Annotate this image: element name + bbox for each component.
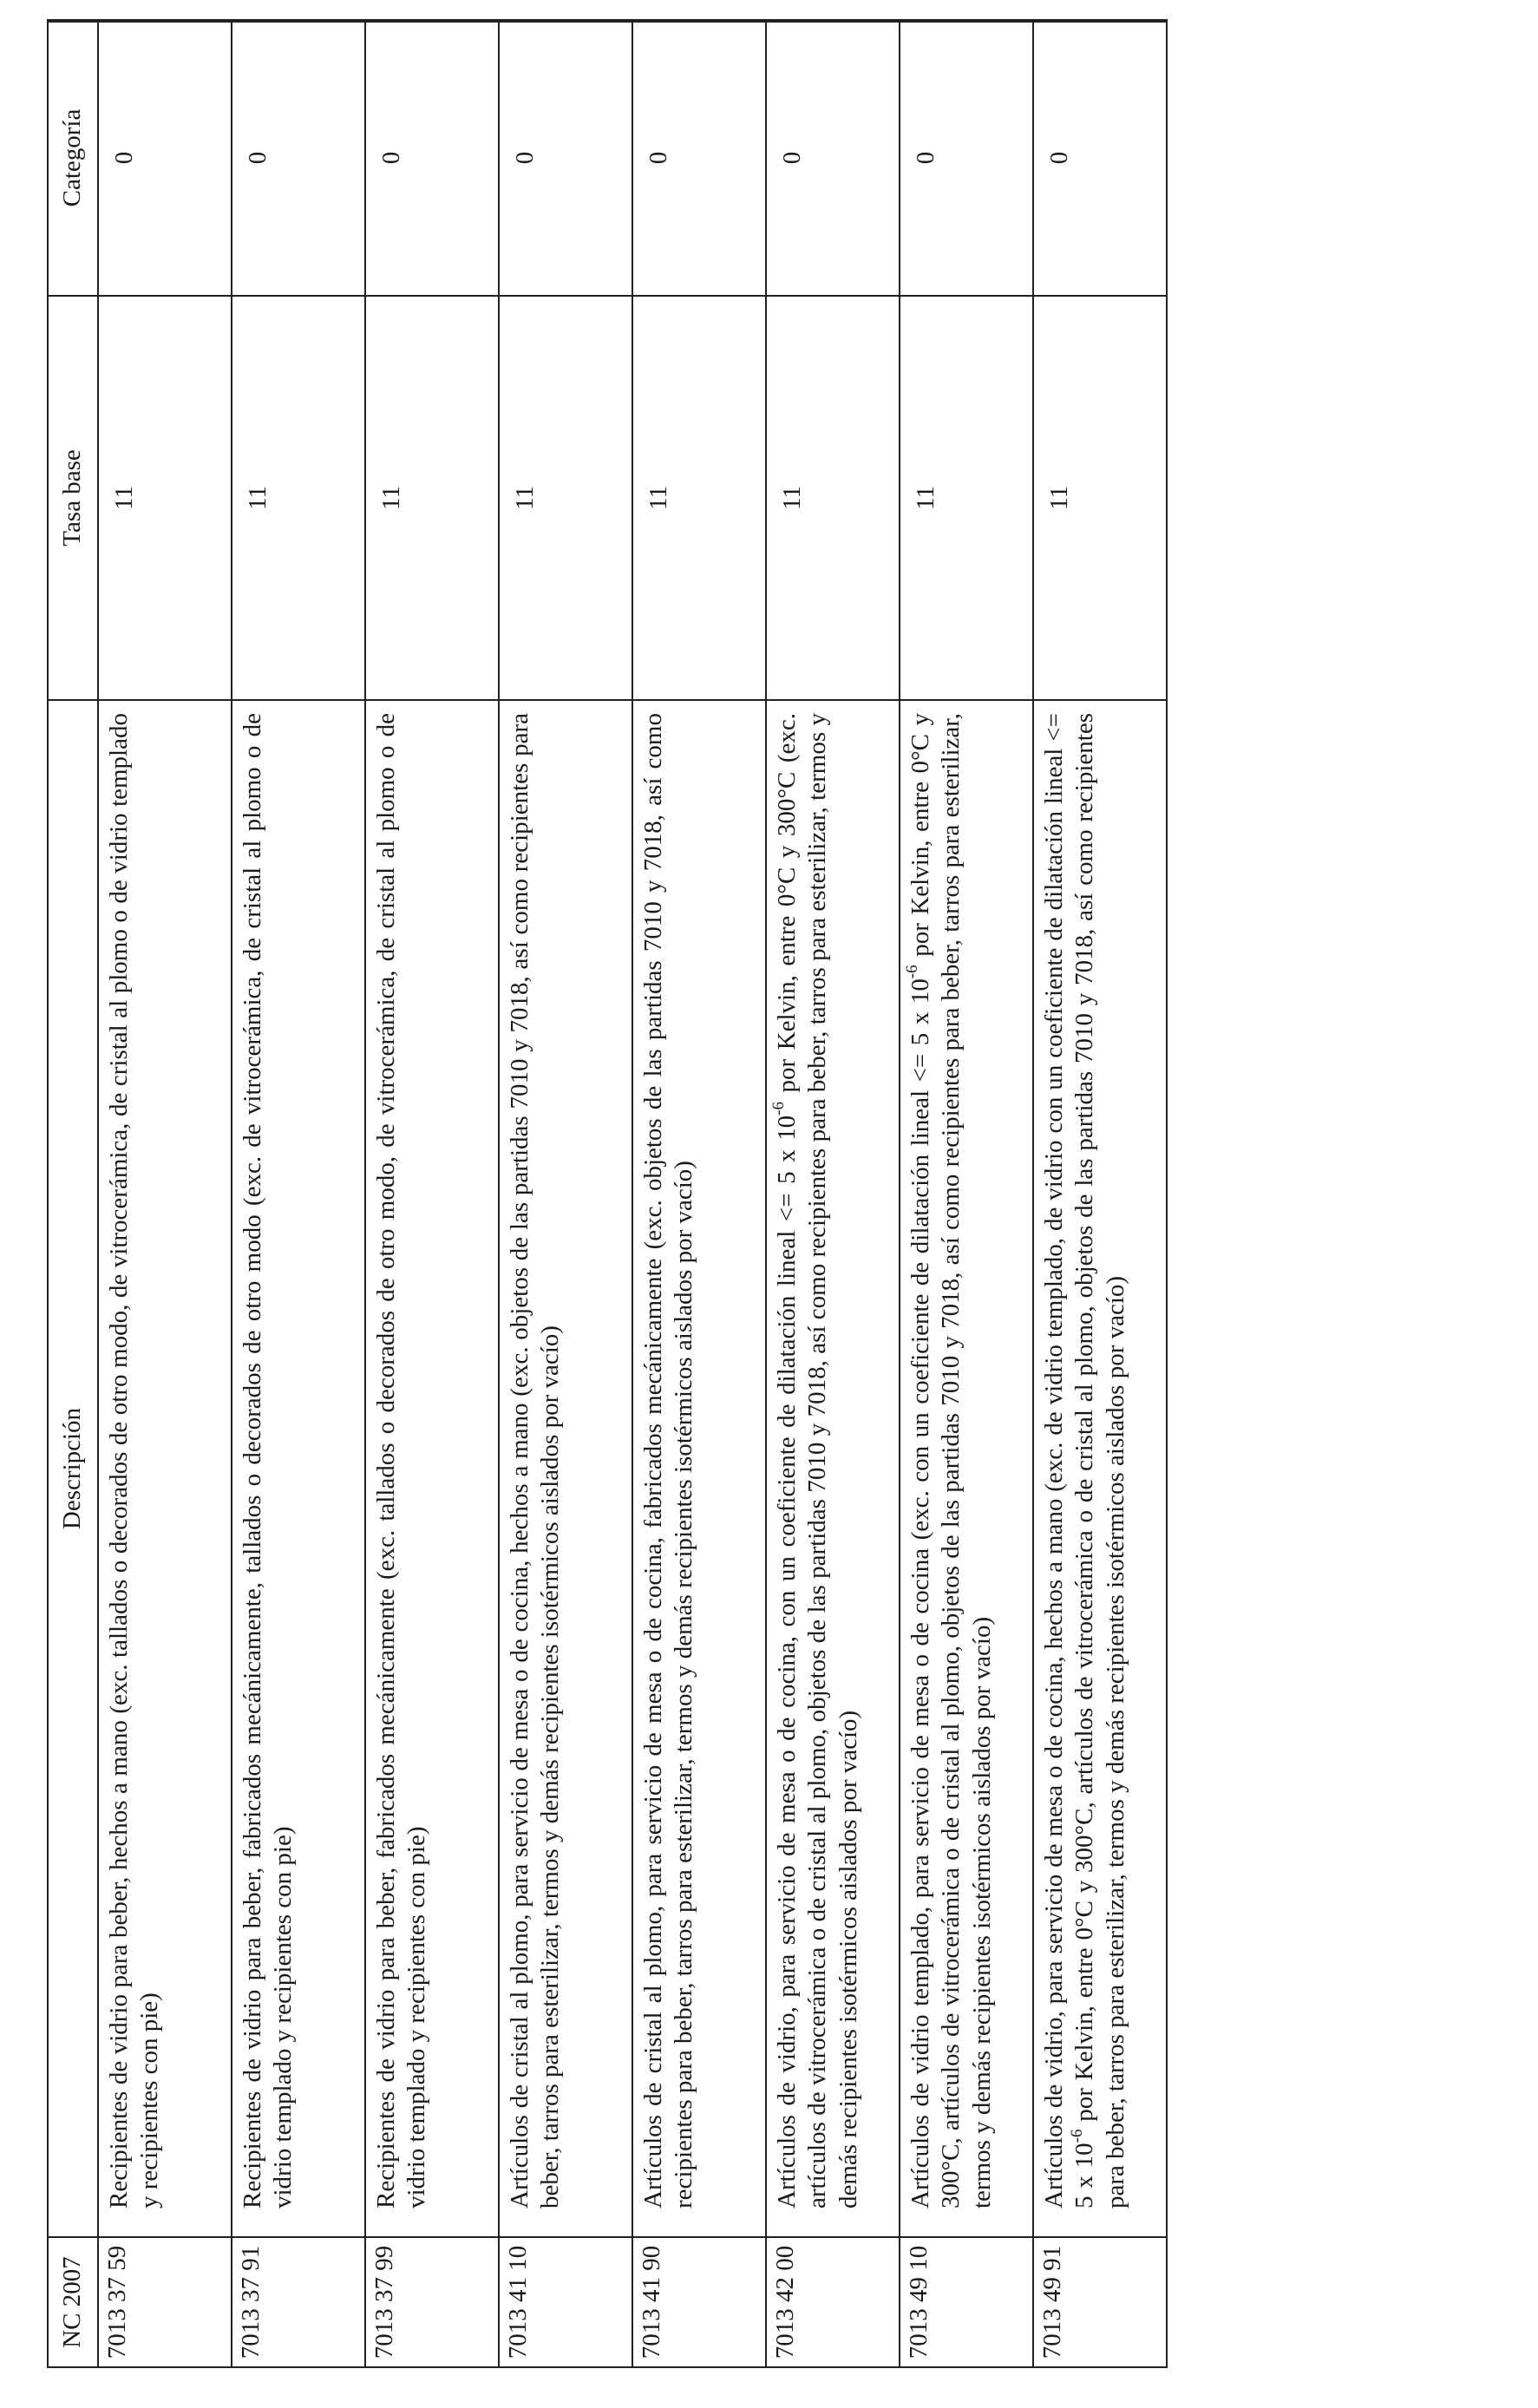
table-row xyxy=(499,20,632,2367)
exponent: -6 xyxy=(769,1102,789,1116)
row-description xyxy=(1033,700,1167,2237)
row-description: Artículos de cristal al plomo, para servicio de mesa o de cocina, hechos a mano (exc. objetos de las partidas 7010 y 7018, así como recipientes para beber, tarros para esterilizar, termos y demás recipientes isotérmicos aislados por vacío) xyxy=(499,700,632,2237)
header-code: NC 2007 xyxy=(48,2237,98,2367)
header-rate: Tasa base xyxy=(48,296,98,700)
table-row xyxy=(98,20,232,2367)
description-text: Artículos de vidrio, para servicio de mesa o de cocina, hechos a mano (exc. de vidrio templado, de vidrio con un coeficiente de dilatación lineal <= 5 x 10 xyxy=(1040,713,1099,2208)
row-category: 0 xyxy=(365,20,499,296)
row-rate: 11 xyxy=(365,296,499,700)
row-category: 0 xyxy=(766,20,900,296)
row-description: Recipientes de vidrio para beber, fabricados mecánicamente, tallados o decorados de otro modo (exc. de vitrocerámica, de cristal al plomo o de vidrio templado y recipientes con pie) xyxy=(232,700,365,2237)
table-row xyxy=(365,20,499,2367)
row-description: Recipientes de vidrio para beber, fabricados mecánicamente (exc. tallados o decorados de otro modo, de vitrocerámica, de cristal al plomo o de vidrio templado y recipientes con pie) xyxy=(365,700,499,2237)
row-category: 0 xyxy=(499,20,632,296)
row-rate: 11 xyxy=(98,296,232,700)
row-rate: 11 xyxy=(632,296,766,700)
row-category: 0 xyxy=(232,20,365,296)
description-text: por Kelvin, entre 0°C y 300°C, artículos de vitrocerámica o de cristal al plomo, objetos de las partidas 7010 y 7018, así como recipientes para beber, tarros para esterilizar, termos y demás recipientes isotérmicos aislados por vacío) xyxy=(1070,712,1129,2208)
row-description xyxy=(900,700,1033,2237)
row-code: 7013 37 99 xyxy=(365,2237,499,2367)
table-row xyxy=(1033,20,1167,2367)
rotated-page xyxy=(47,21,1168,2368)
table-row xyxy=(766,20,900,2367)
table-row xyxy=(900,20,1033,2367)
row-description: Artículos de cristal al plomo, para servicio de mesa o de cocina, fabricados mecánicamente (exc. objetos de las partidas 7010 y 7018, así como recipientes para beber, tarros para esterilizar, termos y demás recipientes isotérmicos aislados por vacío) xyxy=(632,700,766,2237)
row-description xyxy=(766,700,900,2237)
row-rate: 11 xyxy=(499,296,632,700)
table-row xyxy=(632,20,766,2367)
row-category: 0 xyxy=(98,20,232,296)
header-category: Categoría xyxy=(48,20,98,296)
description-text: Artículos de vidrio, para servicio de mesa o de cocina, con un coeficiente de dilatación lineal <= 5 x 10 xyxy=(773,1115,801,2208)
description-text: Artículos de vidrio templado, para servicio de mesa o de cocina (exc. con un coeficiente de dilatación lineal <= 5 x 10 xyxy=(906,978,934,2208)
row-code: 7013 49 10 xyxy=(900,2237,1033,2367)
exponent: -6 xyxy=(903,965,922,979)
row-rate: 11 xyxy=(1033,296,1167,700)
table-row xyxy=(232,20,365,2367)
row-rate: 11 xyxy=(766,296,900,700)
tariff-table xyxy=(47,19,1168,2368)
description-text: por Kelvin, entre 0°C y 300°C, artículos de vitrocerámica o de cristal al plomo, objetos de las partidas 7010 y 7018, así como recipientes para beber, tarros para esterilizar, termos y demás recipientes isotérmicos aislados por vacío) xyxy=(906,713,996,2208)
row-code: 7013 37 59 xyxy=(98,2237,232,2367)
row-rate: 11 xyxy=(900,296,1033,700)
description-text: por Kelvin, entre 0°C y 300°C (exc. artículos de vitrocerámica o de cristal al plomo, objetos de las partidas 7010 y 7018, así como recipientes para beber, tarros para esterilizar, termos y demás recipientes isotérmicos aislados por vacío) xyxy=(773,712,862,2208)
row-code: 7013 41 10 xyxy=(499,2237,632,2367)
exponent: -6 xyxy=(1067,2129,1086,2143)
row-code: 7013 37 91 xyxy=(232,2237,365,2367)
row-rate: 11 xyxy=(232,296,365,700)
row-code: 7013 41 90 xyxy=(632,2237,766,2367)
header-description: Descripción xyxy=(48,700,98,2237)
table-header-row xyxy=(48,20,98,2367)
row-code: 7013 42 00 xyxy=(766,2237,900,2367)
row-code: 7013 49 91 xyxy=(1033,2237,1167,2367)
row-category: 0 xyxy=(1033,20,1167,296)
row-description: Recipientes de vidrio para beber, hechos a mano (exc. tallados o decorados de otro modo, de vitrocerámica, de cristal al plomo o de vidrio templado y recipientes con pie) xyxy=(98,700,232,2237)
row-category: 0 xyxy=(632,20,766,296)
row-category: 0 xyxy=(900,20,1033,296)
